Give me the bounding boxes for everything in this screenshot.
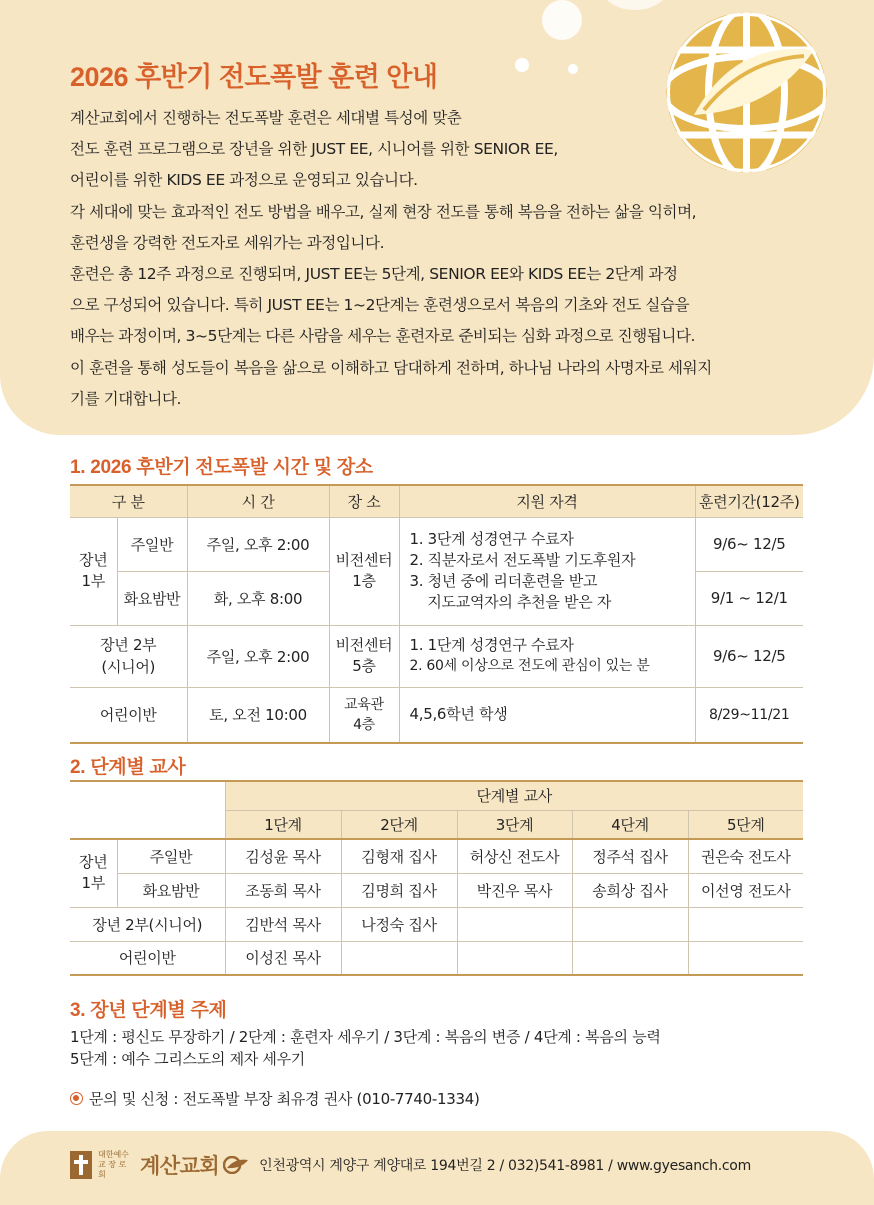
header-stage-4: 4단계: [572, 810, 688, 839]
teacher-cell: 이성진 목사: [225, 941, 341, 975]
intro-line: 기를 기대합니다.: [70, 389, 182, 408]
group-adult2: 장년 2부 (시니어): [70, 625, 187, 687]
footer: [70, 1150, 751, 1180]
teacher-cell: 송희상 집사: [572, 873, 688, 907]
table-row: [70, 873, 803, 907]
teacher-cell: [341, 941, 457, 975]
topic-line: 1단계 : 평신도 무장하기 / 2단계 : 훈련자 세우기 / 3단계 : 복음의 변증 / 4단계 : 복음의 능력: [70, 1028, 661, 1046]
table-row: [70, 687, 803, 743]
teacher-cell: 박진우 목사: [457, 873, 572, 907]
teacher-cell: 김반석 목사: [225, 907, 341, 941]
qualification-item: 1. 3단계 성경연구 수료자: [409, 530, 574, 548]
header-division: 구 분: [70, 485, 187, 517]
intro-line: 계산교회에서 진행하는 전도폭발 훈련은 세대별 특성에 맞춘: [70, 109, 462, 127]
church-address: 인천광역시 계양구 계양대로 194번길 2 / 032)541-8981 / www.gyesanch.com: [259, 1158, 751, 1174]
church-name: 계산교회: [140, 1155, 220, 1178]
table-row: [70, 941, 803, 975]
period-sunday: 9/6~ 12/5: [695, 517, 803, 571]
group-kids: 어린이반: [70, 687, 187, 743]
qualification-adult1: [399, 517, 695, 625]
schedule-table: [70, 484, 803, 744]
decor-bubble: [568, 64, 578, 74]
table-row: [70, 625, 803, 687]
place-adult2: 비전센터 5층: [329, 625, 399, 687]
qualification-kids: 4,5,6학년 학생: [399, 687, 695, 743]
intro-line: 이 훈련을 통해 성도들이 복음을 삶으로 이해하고 담대하게 전하며, 하나님 나라의 사명자로 세워지: [70, 358, 712, 377]
church-emblem-icon: [223, 1156, 249, 1174]
row-label: 화요밤반: [117, 873, 225, 907]
teacher-cell: [572, 907, 688, 941]
page-title: 2026 후반기 전도폭발 훈련 안내: [70, 62, 438, 92]
teacher-cell: 조동희 목사: [225, 873, 341, 907]
intro-paragraph: [70, 103, 810, 415]
table-row: [70, 517, 803, 571]
time-adult2: 주일, 오후 2:00: [187, 625, 329, 687]
intro-line: 각 세대에 맞는 효과적인 전도 방법을 배우고, 실제 현장 전도를 통해 복음을 전하는 삶을 익히며,: [70, 202, 697, 221]
decor-bubble: [542, 0, 582, 40]
teacher-cell: 권은숙 전도사: [688, 839, 803, 873]
time-tuesday: 화, 오후 8:00: [187, 571, 329, 625]
teacher-cell: [457, 941, 572, 975]
time-kids: 토, 오전 10:00: [187, 687, 329, 743]
teacher-cell: 김형재 집사: [341, 839, 457, 873]
group-adult1: 장년 1부: [70, 839, 117, 907]
decor-bubble: [515, 58, 529, 72]
time-sunday: 주일, 오후 2:00: [187, 517, 329, 571]
radio-bullet-icon: [70, 1092, 83, 1105]
intro-line: 훈련은 총 12주 과정으로 진행되며, JUST EE는 5단계, SENIOR EE와 KIDS EE는 2단계 과정: [70, 265, 678, 284]
intro-line: 훈련생을 강력한 전도자로 세워가는 과정입니다.: [70, 233, 385, 252]
place-adult1: 비전센터 1층: [329, 517, 399, 625]
teacher-cell: [688, 907, 803, 941]
table-row: [70, 907, 803, 941]
intro-line: 으로 구성되어 있습니다. 특히 JUST EE는 1~2단계는 훈련생으로서 복음의 기초와 전도 실습을: [70, 296, 690, 315]
header-period: 훈련기간(12주): [695, 485, 803, 517]
header-qualification: 지원 자격: [399, 485, 695, 517]
denomination-label: 대한예수교 장 로 회: [98, 1150, 129, 1179]
teacher-cell: [572, 941, 688, 975]
period-tuesday: 9/1 ~ 12/1: [695, 571, 803, 625]
teacher-cell: 김명희 집사: [341, 873, 457, 907]
qualification-item: 1. 1단계 성경연구 수료자: [409, 636, 574, 654]
intro-line: 배우는 과정이며, 3~5단계는 다른 사람을 세우는 훈련자로 준비되는 심화 과정으로 진행됩니다.: [70, 327, 696, 346]
header-stage-1: 1단계: [225, 810, 341, 839]
teacher-cell: [457, 907, 572, 941]
header-time: 시 간: [187, 485, 329, 517]
cross-icon: [70, 1151, 92, 1179]
header-stage-5: 5단계: [688, 810, 803, 839]
header-blank: [70, 781, 225, 839]
class-sunday: 주일반: [117, 517, 187, 571]
teacher-cell: [688, 941, 803, 975]
period-adult2: 9/6~ 12/5: [695, 625, 803, 687]
qualification-item: 2. 직분자로서 전도폭발 기도후원자: [409, 551, 636, 569]
place-kids: 교육관 4층: [329, 687, 399, 743]
table-row: [70, 839, 803, 873]
section-title-teachers: 2. 단계별 교사: [70, 757, 186, 778]
period-kids: 8/29~11/21: [695, 687, 803, 743]
teacher-cell: 김성윤 목사: [225, 839, 341, 873]
section-title-schedule: 1. 2026 후반기 전도폭발 시간 및 장소: [70, 457, 373, 478]
header-place: 장 소: [329, 485, 399, 517]
contact-text: 문의 및 신청 : 전도폭발 부장 최유경 권사 (010-7740-1334): [89, 1090, 480, 1108]
teacher-cell: 정주석 집사: [572, 839, 688, 873]
qualification-item: 지도교역자의 추천을 받은 자: [409, 593, 612, 611]
header-stage-3: 3단계: [457, 810, 572, 839]
topic-line: 5단계 : 예수 그리스도의 제자 세우기: [70, 1050, 305, 1068]
table-header-row: [70, 781, 803, 810]
teacher-cell: 이선영 전도사: [688, 873, 803, 907]
table-header-row: [70, 485, 803, 517]
header-stage-teachers: 단계별 교사: [225, 781, 803, 810]
intro-line: 전도 훈련 프로그램으로 장년을 위한 JUST EE, 시니어를 위한 SENIOR EE,: [70, 140, 558, 159]
contact-info: [70, 1088, 480, 1109]
teacher-cell: 허상신 전도사: [457, 839, 572, 873]
teacher-cell: 나정숙 집사: [341, 907, 457, 941]
header-stage-2: 2단계: [341, 810, 457, 839]
intro-line: 어린이를 위한 KIDS EE 과정으로 운영되고 있습니다.: [70, 171, 418, 190]
class-tuesday: 화요밤반: [117, 571, 187, 625]
qualification-item: 3. 청년 중에 리더훈련을 받고: [409, 572, 598, 590]
section-title-topics: 3. 장년 단계별 주제: [70, 1000, 227, 1021]
qualification-item: 2. 60세 이상으로 전도에 관심이 있는 분: [409, 658, 650, 674]
qualification-adult2: [399, 625, 695, 687]
row-label: 주일반: [117, 839, 225, 873]
group-adult1: 장년 1부: [70, 517, 117, 625]
stage-topics: [70, 1026, 661, 1070]
row-label: 장년 2부(시니어): [70, 907, 225, 941]
teachers-table: [70, 780, 803, 976]
row-label: 어린이반: [70, 941, 225, 975]
